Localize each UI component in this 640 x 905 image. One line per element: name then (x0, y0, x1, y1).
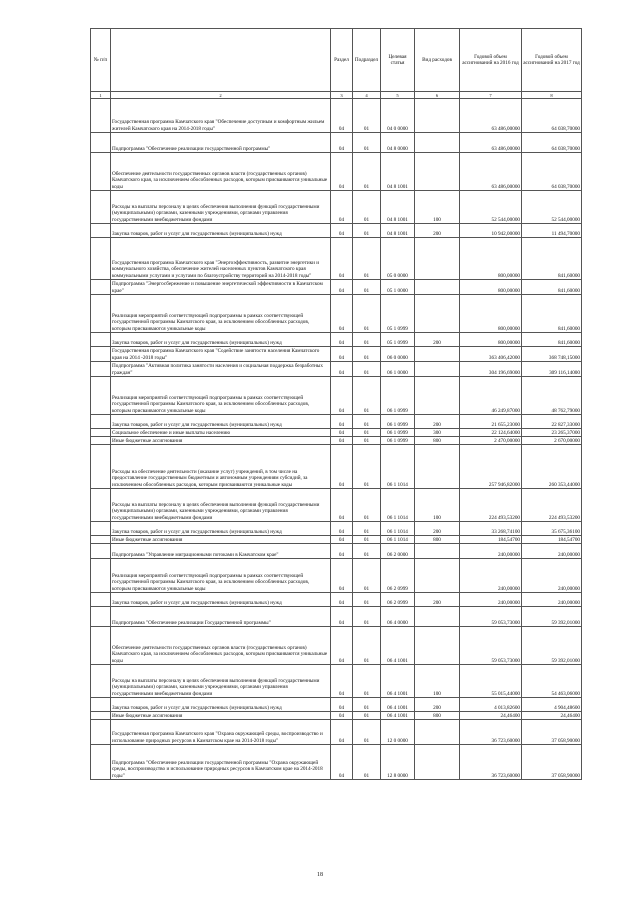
statya-cell: 05 0 0000 (381, 238, 415, 280)
item-name: Подпрограмма "Управление миграционными потоками в Камчатском крае" (111, 544, 331, 559)
colnum: 2 (111, 92, 331, 99)
amount-2017-cell: 23 265,37000 (522, 429, 582, 437)
statya-cell: 05 1 0999 (381, 333, 415, 347)
razdel-cell: 04 (331, 536, 353, 544)
amount-2017-cell: 64 038,70000 (522, 153, 582, 191)
amount-2017-cell: 2 670,00000 (522, 437, 582, 445)
statya-cell: 06 1 1014 (381, 522, 415, 536)
podrazdel-cell: 01 (353, 415, 381, 429)
item-name: Государственная программа Камчатского края "Обеспечение доступным и комфортным жильем жителей Камчатского края на 2014-2018 годы" (111, 99, 331, 133)
item-name: Расходы на обеспечение деятельности (оказание услуг) учреждений, в том числе на предоставление государственным бюджетным и автономным учреждениям субсидий, за исключением обособленных расходов, которым присваиваются уникальные коды (111, 445, 331, 489)
table-row (91, 99, 582, 133)
table-row (91, 536, 582, 544)
row-num (91, 347, 111, 362)
razdel-cell: 04 (331, 238, 353, 280)
table-row (91, 489, 582, 522)
table-row (91, 627, 582, 665)
vid-cell (415, 362, 460, 377)
amount-2017-cell: 841,60000 (522, 295, 582, 333)
statya-cell: 06 1 0999 (381, 415, 415, 429)
amount-2017-cell: 11 494,70000 (522, 224, 582, 238)
table-row (91, 362, 582, 377)
razdel-cell: 04 (331, 489, 353, 522)
statya-cell: 06 1 0000 (381, 362, 415, 377)
amount-2016-cell: 36 723,60000 (460, 720, 522, 745)
header-num: № п/п (91, 29, 111, 92)
row-num (91, 712, 111, 720)
razdel-cell: 04 (331, 712, 353, 720)
podrazdel-cell: 01 (353, 333, 381, 347)
row-num (91, 544, 111, 559)
table-row (91, 593, 582, 607)
razdel-cell: 04 (331, 280, 353, 295)
razdel-cell: 04 (331, 347, 353, 362)
amount-2016-cell: 46 249,87000 (460, 377, 522, 415)
razdel-cell: 04 (331, 607, 353, 627)
row-num (91, 437, 111, 445)
item-name: Реализация мероприятий соответствующей подпрограммы в рамках соответствующей государственной программы Камчатского края, за исключением обособленных расходов, которым присваиваются уникальные коды (111, 377, 331, 415)
vid-cell: 800 (415, 712, 460, 720)
podrazdel-cell: 01 (353, 347, 381, 362)
vid-cell (415, 238, 460, 280)
amount-2017-cell: 59 392,01000 (522, 607, 582, 627)
podrazdel-cell: 01 (353, 720, 381, 745)
row-num (91, 99, 111, 133)
table-row (91, 607, 582, 627)
row-num (91, 153, 111, 191)
razdel-cell: 04 (331, 133, 353, 153)
razdel-cell: 04 (331, 627, 353, 665)
row-num (91, 607, 111, 627)
table-row (91, 429, 582, 437)
amount-2017-cell: 48 762,79000 (522, 377, 582, 415)
item-name: Расходы на выплаты персоналу в целях обеспечения выполнения функций государственными (муниципальными) органами, казенными учреждениями, органами управления государственными внебюджетными фондами (111, 489, 331, 522)
vid-cell (415, 377, 460, 415)
amount-2016-cell: 800,00000 (460, 333, 522, 347)
podrazdel-cell: 01 (353, 536, 381, 544)
vid-cell: 200 (415, 415, 460, 429)
item-name: Социальное обеспечение и иные выплаты населению (111, 429, 331, 437)
podrazdel-cell: 01 (353, 522, 381, 536)
podrazdel-cell: 01 (353, 712, 381, 720)
podrazdel-cell: 01 (353, 489, 381, 522)
podrazdel-cell: 01 (353, 153, 381, 191)
colnum: 1 (91, 92, 111, 99)
row-num (91, 698, 111, 712)
amount-2016-cell: 10 942,00000 (460, 224, 522, 238)
statya-cell: 06 1 0999 (381, 429, 415, 437)
razdel-cell: 04 (331, 544, 353, 559)
razdel-cell: 04 (331, 559, 353, 593)
statya-cell: 06 2 0999 (381, 559, 415, 593)
item-name: Обеспечение деятельности государственных органов власти (государственных органов) Камчатского края, за исключением обособленных расходов, которым присваиваются уникальные коды (111, 627, 331, 665)
item-name: Государственная программа Камчатского края "Содействие занятости населения Камчатского края на 2014 -2018 годы" (111, 347, 331, 362)
budget-table (90, 28, 582, 780)
amount-2017-cell: 37 058,90000 (522, 745, 582, 780)
row-num (91, 238, 111, 280)
item-name: Иные бюджетные ассигнования (111, 712, 331, 720)
amount-2016-cell: 36 723,60000 (460, 745, 522, 780)
podrazdel-cell: 01 (353, 362, 381, 377)
amount-2016-cell: 224 493,53200 (460, 489, 522, 522)
row-num (91, 745, 111, 780)
vid-cell: 300 (415, 429, 460, 437)
amount-2016-cell: 4 013,82600 (460, 698, 522, 712)
row-num (91, 280, 111, 295)
item-name: Подпрограмма "Энергосбережение и повышение энергетической эффективности в Камчатском крае" (111, 280, 331, 295)
item-name: Закупка товаров, работ и услуг для государственных (муниципальных) нужд (111, 333, 331, 347)
podrazdel-cell: 01 (353, 607, 381, 627)
amount-2016-cell: 59 053,73000 (460, 607, 522, 627)
amount-2016-cell: 59 053,73000 (460, 627, 522, 665)
row-num (91, 295, 111, 333)
item-name: Закупка товаров, работ и услуг для государственных (муниципальных) нужд (111, 593, 331, 607)
podrazdel-cell: 01 (353, 559, 381, 593)
table-row (91, 559, 582, 593)
item-name: Расходы на выплаты персоналу в целях обеспечения выполнения функций государственными (муниципальными) органами, казенными учреждениями, органами управления государственными внебюджетными фондами (111, 191, 331, 224)
row-num (91, 593, 111, 607)
table-row (91, 238, 582, 280)
item-name: Государственная программа Камчатского края "Энергоэффективность, развитие энергетики и коммунального хозяйства, обеспечение жителей населенных пунктов Камчатского края коммунальными услугами и услугами по благоустройству территорий на 2014-2018 годы" (111, 238, 331, 280)
amount-2017-cell: 22 827,33000 (522, 415, 582, 429)
amount-2016-cell: 184,54700 (460, 536, 522, 544)
statya-cell: 12 8 0000 (381, 745, 415, 780)
amount-2016-cell: 63 486,00000 (460, 99, 522, 133)
row-num (91, 377, 111, 415)
vid-cell (415, 627, 460, 665)
podrazdel-cell: 01 (353, 295, 381, 333)
podrazdel-cell: 01 (353, 377, 381, 415)
statya-cell: 04 8 0000 (381, 133, 415, 153)
statya-cell: 06 4 1001 (381, 698, 415, 712)
table-row (91, 333, 582, 347)
podrazdel-cell: 01 (353, 745, 381, 780)
statya-cell: 06 1 1014 (381, 536, 415, 544)
vid-cell (415, 445, 460, 489)
vid-cell: 200 (415, 224, 460, 238)
amount-2016-cell: 52 544,00000 (460, 191, 522, 224)
statya-cell: 04 8 1001 (381, 153, 415, 191)
amount-2017-cell: 24,46400 (522, 712, 582, 720)
row-num (91, 627, 111, 665)
header-podrazdel: Подраздел (353, 29, 381, 92)
podrazdel-cell: 01 (353, 224, 381, 238)
statya-cell: 04 0 0000 (381, 99, 415, 133)
amount-2016-cell: 800,00000 (460, 295, 522, 333)
vid-cell (415, 280, 460, 295)
statya-cell: 06 2 0000 (381, 544, 415, 559)
razdel-cell: 04 (331, 191, 353, 224)
row-num (91, 445, 111, 489)
table-row (91, 544, 582, 559)
colnum: 4 (353, 92, 381, 99)
colnum: 5 (381, 92, 415, 99)
amount-2016-cell: 24,46400 (460, 712, 522, 720)
razdel-cell: 04 (331, 522, 353, 536)
amount-2016-cell: 22 124,64000 (460, 429, 522, 437)
table-row (91, 745, 582, 780)
podrazdel-cell: 01 (353, 191, 381, 224)
item-name: Расходы на выплаты персоналу в целях обеспечения выполнения функций государственными (муниципальными) органами, казенными учреждениями, органами управления государственными внебюджетными фондами (111, 665, 331, 698)
vid-cell (415, 745, 460, 780)
razdel-cell: 04 (331, 295, 353, 333)
row-num (91, 133, 111, 153)
header-razdel: Раздел (331, 29, 353, 92)
amount-2017-cell: 240,00000 (522, 559, 582, 593)
podrazdel-cell: 01 (353, 133, 381, 153)
amount-2016-cell: 800,00000 (460, 238, 522, 280)
razdel-cell: 04 (331, 698, 353, 712)
header-statya: Целевая статья (381, 29, 415, 92)
row-num (91, 191, 111, 224)
table-row (91, 191, 582, 224)
colnum: 7 (460, 92, 522, 99)
table-row (91, 445, 582, 489)
amount-2017-cell: 260 353,44000 (522, 445, 582, 489)
colnum: 3 (331, 92, 353, 99)
table-row (91, 377, 582, 415)
razdel-cell: 04 (331, 99, 353, 133)
razdel-cell: 04 (331, 720, 353, 745)
table-row (91, 712, 582, 720)
item-name: Иные бюджетные ассигнования (111, 536, 331, 544)
statya-cell: 06 0 0000 (381, 347, 415, 362)
amount-2017-cell: 240,00000 (522, 593, 582, 607)
table-row (91, 295, 582, 333)
table-body (91, 99, 582, 780)
amount-2017-cell: 841,60000 (522, 280, 582, 295)
table-row (91, 415, 582, 429)
header-2016: Годовой объем ассигнований на 2016 год (460, 29, 522, 92)
podrazdel-cell: 01 (353, 99, 381, 133)
amount-2016-cell: 63 486,00000 (460, 153, 522, 191)
row-num (91, 429, 111, 437)
amount-2017-cell: 841,60000 (522, 238, 582, 280)
vid-cell (415, 99, 460, 133)
amount-2017-cell: 52 544,00000 (522, 191, 582, 224)
razdel-cell: 04 (331, 593, 353, 607)
amount-2016-cell: 55 015,44000 (460, 665, 522, 698)
item-name: Закупка товаров, работ и услуг для государственных (муниципальных) нужд (111, 415, 331, 429)
row-num (91, 536, 111, 544)
table-row (91, 153, 582, 191)
amount-2017-cell: 224 493,53200 (522, 489, 582, 522)
vid-cell: 200 (415, 698, 460, 712)
column-number-row (91, 92, 582, 99)
amount-2016-cell: 240,00000 (460, 593, 522, 607)
item-name: Обеспечение деятельности государственных органов власти (государственных органов) Камчатского края, за исключением обособленных расходов, которым присваиваются уникальные коды (111, 153, 331, 191)
table-row (91, 347, 582, 362)
amount-2017-cell: 64 038,70000 (522, 133, 582, 153)
row-num (91, 489, 111, 522)
header-2017: Годовой объем ассигнований на 2017 год (522, 29, 582, 92)
podrazdel-cell: 01 (353, 665, 381, 698)
podrazdel-cell: 01 (353, 593, 381, 607)
podrazdel-cell: 01 (353, 280, 381, 295)
vid-cell: 100 (415, 489, 460, 522)
statya-cell: 04 8 1001 (381, 224, 415, 238)
podrazdel-cell: 01 (353, 544, 381, 559)
razdel-cell: 04 (331, 333, 353, 347)
row-num (91, 522, 111, 536)
vid-cell (415, 295, 460, 333)
vid-cell (415, 559, 460, 593)
colnum: 6 (415, 92, 460, 99)
item-name: Иные бюджетные ассигнования (111, 437, 331, 445)
vid-cell (415, 720, 460, 745)
amount-2017-cell: 35 675,36100 (522, 522, 582, 536)
amount-2016-cell: 240,00000 (460, 559, 522, 593)
header-row (91, 29, 582, 92)
amount-2016-cell: 800,00000 (460, 280, 522, 295)
table-row (91, 522, 582, 536)
razdel-cell: 04 (331, 429, 353, 437)
vid-cell (415, 544, 460, 559)
podrazdel-cell: 01 (353, 627, 381, 665)
table-row (91, 133, 582, 153)
table-row (91, 720, 582, 745)
colnum: 8 (522, 92, 582, 99)
vid-cell: 100 (415, 665, 460, 698)
vid-cell: 800 (415, 536, 460, 544)
razdel-cell: 04 (331, 445, 353, 489)
razdel-cell: 04 (331, 377, 353, 415)
razdel-cell: 04 (331, 665, 353, 698)
amount-2016-cell: 33 268,74100 (460, 522, 522, 536)
statya-cell: 06 1 0999 (381, 377, 415, 415)
statya-cell: 06 1 0999 (381, 437, 415, 445)
amount-2017-cell: 841,60000 (522, 333, 582, 347)
item-name: Закупка товаров, работ и услуг для государственных (муниципальных) нужд (111, 224, 331, 238)
row-num (91, 665, 111, 698)
amount-2017-cell: 37 058,90000 (522, 720, 582, 745)
amount-2016-cell: 257 946,82000 (460, 445, 522, 489)
amount-2016-cell: 21 655,23000 (460, 415, 522, 429)
vid-cell: 200 (415, 593, 460, 607)
item-name: Подпрограмма "Обеспечение реализации государственной программы" (111, 133, 331, 153)
podrazdel-cell: 01 (353, 238, 381, 280)
amount-2017-cell: 59 392,01000 (522, 627, 582, 665)
vid-cell (415, 347, 460, 362)
statya-cell: 06 1 1014 (381, 489, 415, 522)
amount-2017-cell: 4 904,48600 (522, 698, 582, 712)
vid-cell: 100 (415, 191, 460, 224)
statya-cell: 04 8 1001 (381, 191, 415, 224)
row-num (91, 720, 111, 745)
statya-cell: 06 4 0000 (381, 607, 415, 627)
podrazdel-cell: 01 (353, 429, 381, 437)
razdel-cell: 04 (331, 745, 353, 780)
row-num (91, 224, 111, 238)
table-row (91, 698, 582, 712)
statya-cell: 06 4 1001 (381, 665, 415, 698)
amount-2017-cell: 240,00000 (522, 544, 582, 559)
table-row (91, 437, 582, 445)
statya-cell: 06 1 1014 (381, 445, 415, 489)
vid-cell (415, 607, 460, 627)
page-number: 18 (317, 872, 323, 878)
amount-2017-cell: 54 463,06000 (522, 665, 582, 698)
amount-2016-cell: 363 406,42000 (460, 347, 522, 362)
statya-cell: 06 2 0999 (381, 593, 415, 607)
razdel-cell: 04 (331, 224, 353, 238)
amount-2017-cell: 368 748,15000 (522, 347, 582, 362)
podrazdel-cell: 01 (353, 437, 381, 445)
statya-cell: 06 4 1001 (381, 627, 415, 665)
razdel-cell: 04 (331, 362, 353, 377)
statya-cell: 05 1 0000 (381, 280, 415, 295)
table-row (91, 224, 582, 238)
item-name: Государственная программа Камчатского края "Охрана окружающей среды, воспроизводство и использование природных ресурсов в Камчатском крае на 2014-2018 годы" (111, 720, 331, 745)
statya-cell: 06 4 1001 (381, 712, 415, 720)
item-name: Подпрограмма "Обеспечение реализации государственной программы "Охрана окружающей среды, воспроизводство и использование природных ресурсов в Камчатском крае на 2014-2018 годы" (111, 745, 331, 780)
statya-cell: 05 1 0999 (381, 295, 415, 333)
header-vid: Вид расходов (415, 29, 460, 92)
amount-2016-cell: 240,00000 (460, 544, 522, 559)
vid-cell: 200 (415, 333, 460, 347)
row-num (91, 362, 111, 377)
vid-cell (415, 133, 460, 153)
razdel-cell: 04 (331, 153, 353, 191)
row-num (91, 559, 111, 593)
podrazdel-cell: 01 (353, 445, 381, 489)
podrazdel-cell: 01 (353, 698, 381, 712)
item-name: Закупка товаров, работ и услуг для государственных (муниципальных) нужд (111, 698, 331, 712)
razdel-cell: 04 (331, 437, 353, 445)
amount-2016-cell: 304 196,69000 (460, 362, 522, 377)
amount-2017-cell: 184,54700 (522, 536, 582, 544)
razdel-cell: 04 (331, 415, 353, 429)
amount-2017-cell: 64 038,70000 (522, 99, 582, 133)
table-row (91, 665, 582, 698)
item-name: Реализация мероприятий соответствующей подпрограммы в рамках соответствующей государственной программы Камчатского края, за исключением обособленных расходов, которым присваиваются уникальные коды (111, 559, 331, 593)
vid-cell: 800 (415, 437, 460, 445)
vid-cell: 200 (415, 522, 460, 536)
row-num (91, 333, 111, 347)
item-name: Подпрограмма "Активная политика занятости населения и социальная поддержка безработных граждан" (111, 362, 331, 377)
row-num (91, 415, 111, 429)
amount-2017-cell: 309 116,14000 (522, 362, 582, 377)
amount-2016-cell: 63 486,00000 (460, 133, 522, 153)
vid-cell (415, 153, 460, 191)
amount-2016-cell: 2 470,00000 (460, 437, 522, 445)
statya-cell: 12 0 0000 (381, 720, 415, 745)
item-name: Реализация мероприятий соответствующей подпрограммы в рамках соответствующей государственной программы Камчатского края, за исключением обособленных расходов, которым присваиваются уникальные коды (111, 295, 331, 333)
table-row (91, 280, 582, 295)
item-name: Подпрограмма "Обеспечение реализации Государственной программы" (111, 607, 331, 627)
header-name (111, 29, 331, 92)
item-name: Закупка товаров, работ и услуг для государственных (муниципальных) нужд (111, 522, 331, 536)
